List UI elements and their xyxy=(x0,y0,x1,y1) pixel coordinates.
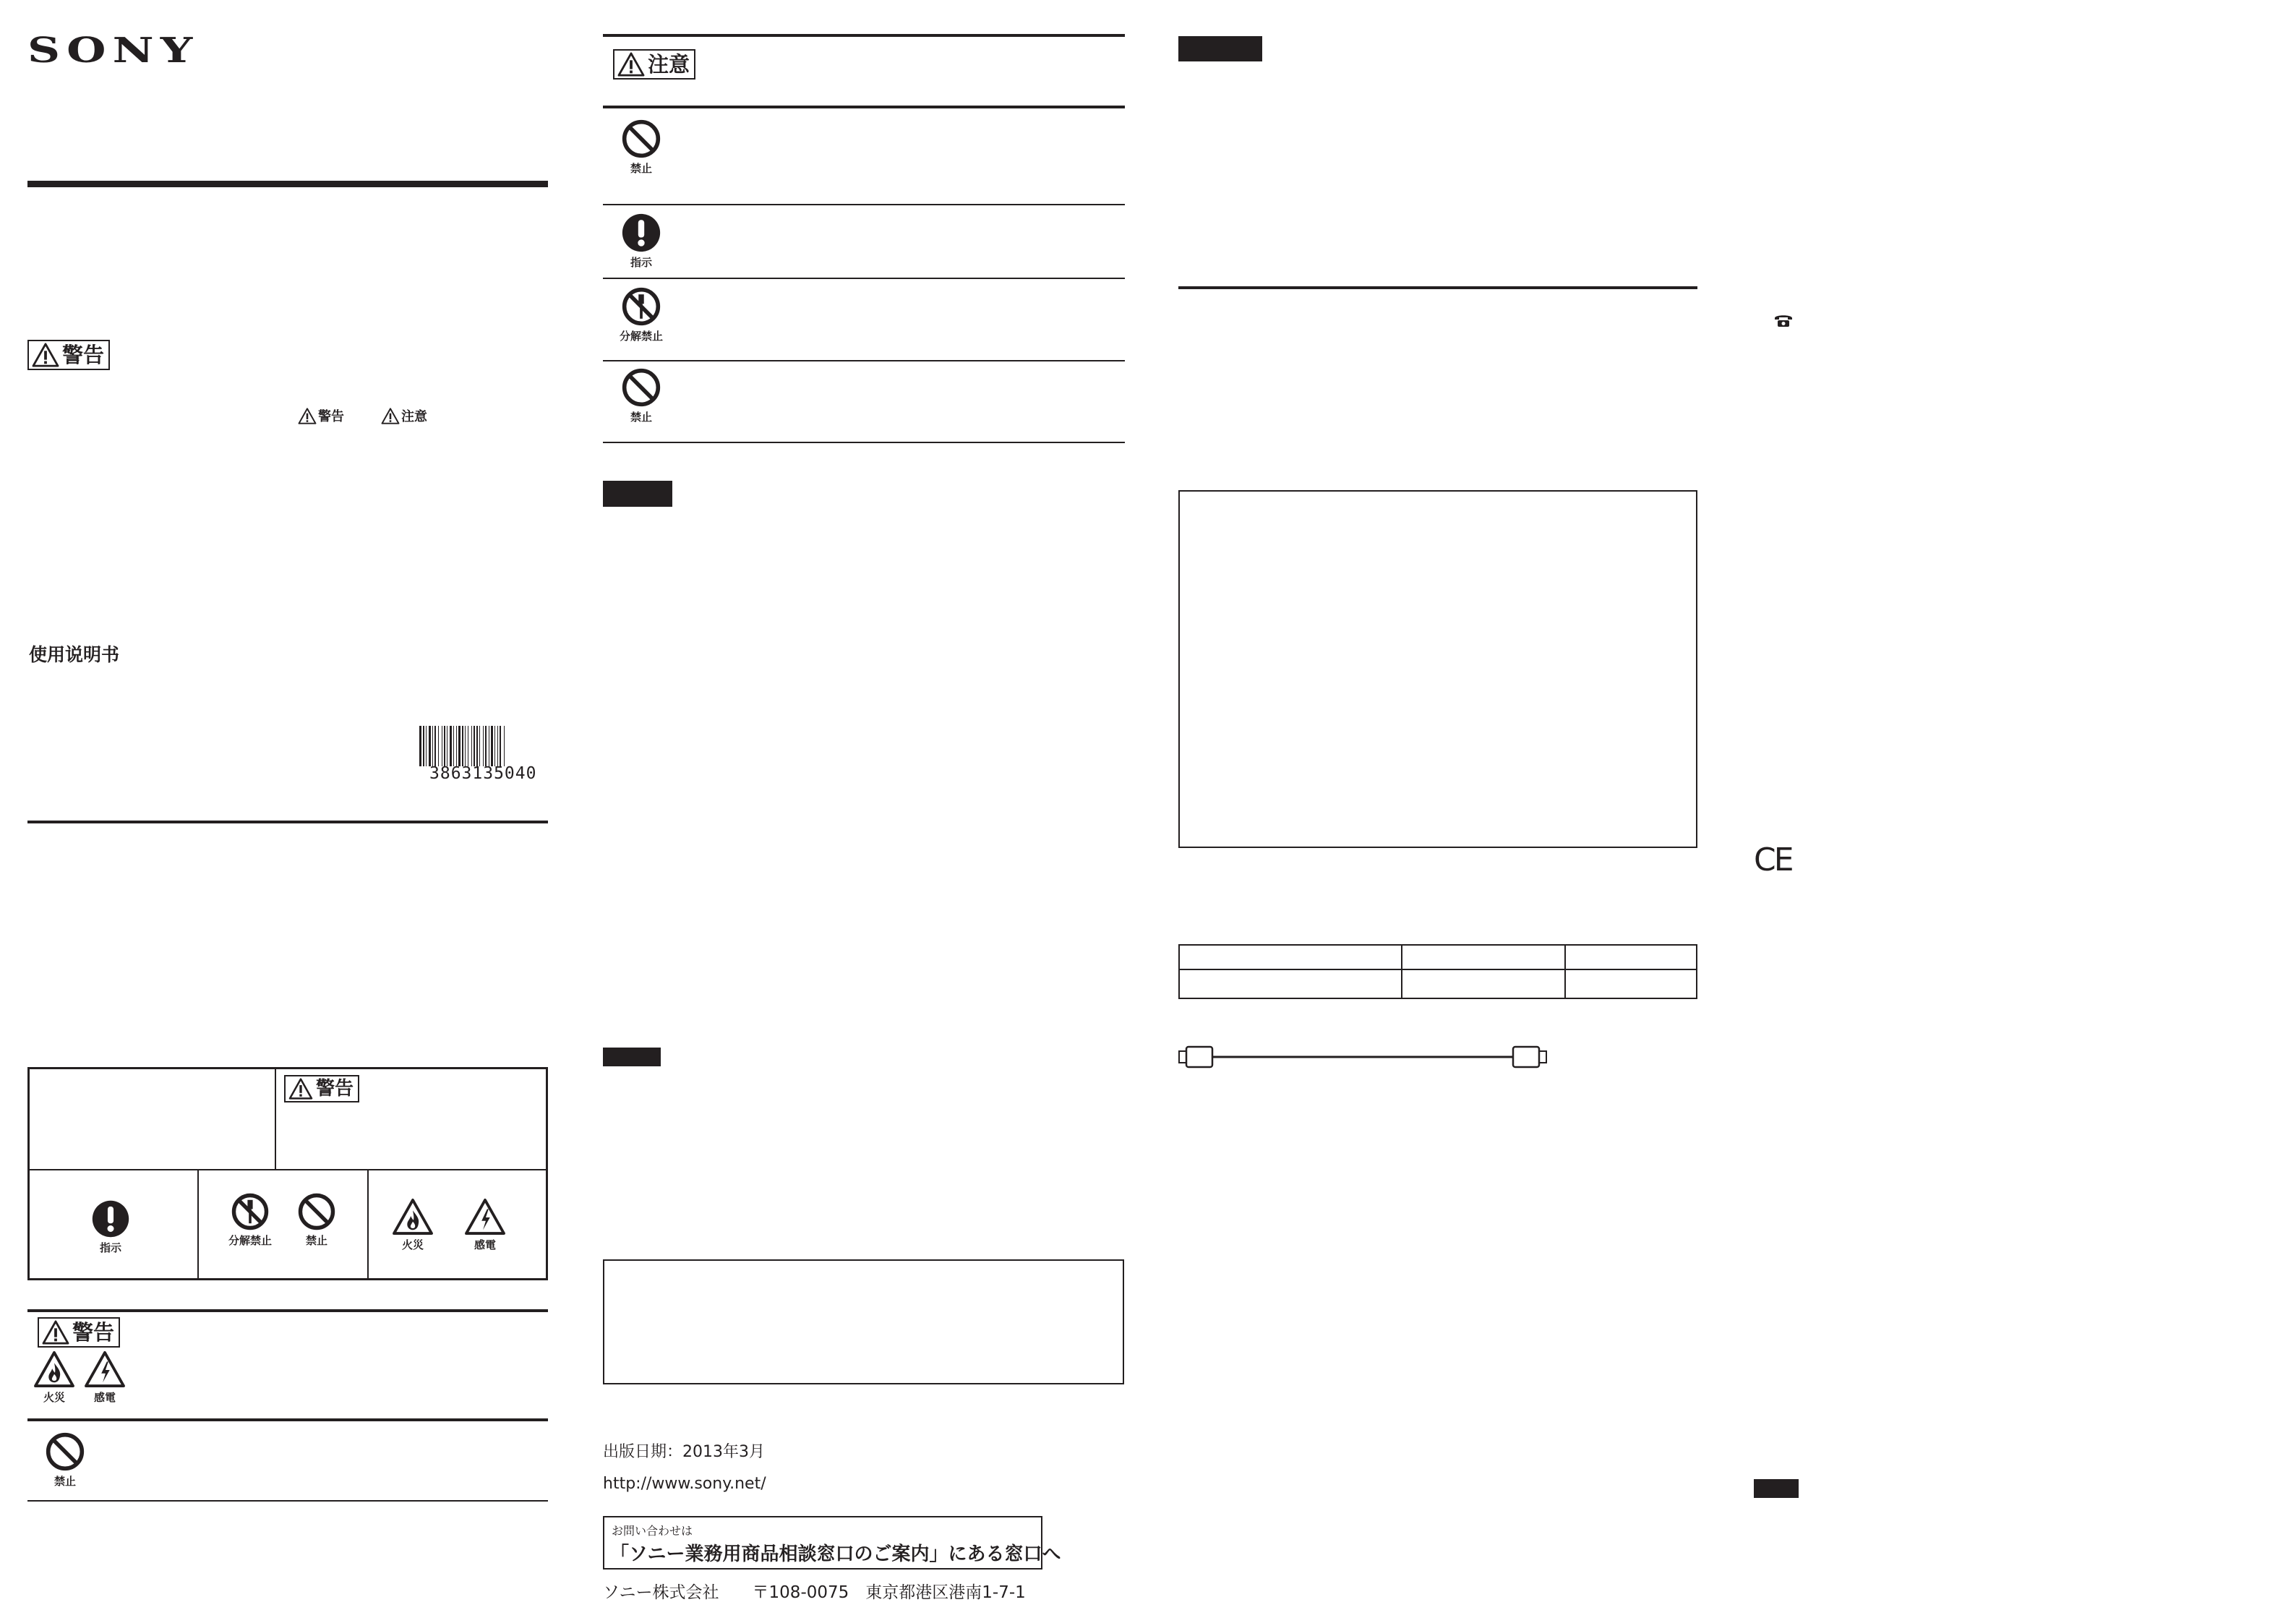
barcode-bar xyxy=(479,726,480,766)
legend-electric-shock: 感電 xyxy=(453,1198,518,1252)
barcode-number: 3863135040 xyxy=(429,764,537,783)
warning-section-label: 警告 xyxy=(38,1317,120,1348)
barcode-bar xyxy=(471,726,472,766)
barcode-bar xyxy=(500,726,501,766)
prohibited-icon xyxy=(297,1192,336,1231)
barcode-bar xyxy=(444,726,445,766)
legend-divider xyxy=(30,1169,546,1170)
sony-url: http://www.sony.net/ xyxy=(603,1475,766,1493)
caution-item-instruction: 指示 xyxy=(609,213,674,270)
caution-divider-3 xyxy=(603,360,1125,361)
barcode-bar xyxy=(483,726,484,766)
mandatory-action-icon xyxy=(621,213,661,253)
barcode-bar xyxy=(497,726,498,766)
legend-warning-label: 警告 xyxy=(284,1075,359,1102)
notice-box xyxy=(603,1259,1124,1384)
sony-logo: SONY xyxy=(27,30,200,71)
barcode-bar xyxy=(432,726,433,766)
company-address: ソニー株式会社 〒108-0075 東京都港区港南1-7-1 xyxy=(603,1583,1026,1602)
barcode-bar xyxy=(504,726,505,766)
barcode-bar xyxy=(476,726,478,766)
caution-divider-1 xyxy=(603,204,1125,205)
caution-divider-4 xyxy=(603,442,1125,443)
legend-fire: 火災 xyxy=(380,1198,445,1252)
symbol-legend-box xyxy=(27,1067,548,1280)
caution-item-prohibited-2: 禁止 xyxy=(609,367,674,424)
warning-triangle-icon xyxy=(288,1078,313,1100)
barcode-bar xyxy=(426,726,427,766)
warning-fire: 火災 xyxy=(22,1350,87,1405)
caution-label: 注意 xyxy=(613,49,695,80)
phone-icon xyxy=(1773,312,1794,328)
contact-small-text: お問い合わせは xyxy=(612,1524,693,1538)
no-disassembly-icon xyxy=(621,286,661,327)
mandatory-action-icon xyxy=(91,1199,130,1238)
barcode-bar xyxy=(438,726,439,766)
barcode-bar xyxy=(462,726,463,766)
warning-electric-shock: 感電 xyxy=(72,1350,137,1405)
barcode-bar xyxy=(429,726,431,766)
no-disassembly-icon xyxy=(231,1192,270,1231)
specifications-box xyxy=(1178,490,1697,848)
caution-triangle-icon xyxy=(381,408,400,424)
caution-item-prohibited-1: 禁止 xyxy=(609,119,674,176)
warning-triangle-icon xyxy=(42,1320,69,1345)
heading-block-3 xyxy=(1178,36,1262,61)
table-row xyxy=(1179,945,1697,969)
fire-hazard-icon xyxy=(392,1198,434,1236)
barcode-bar xyxy=(494,726,495,766)
barcode-bar xyxy=(485,726,487,766)
legend-no-disassembly: 分解禁止 xyxy=(218,1192,283,1248)
legend-divider-v3 xyxy=(367,1169,369,1278)
caution-divider-2 xyxy=(603,278,1125,279)
section-rule-col3 xyxy=(1178,286,1697,289)
caution-item-no-disassembly: 分解禁止 xyxy=(609,286,674,343)
warning-label: 警告 xyxy=(27,340,110,370)
barcode-bar xyxy=(456,726,457,766)
legend-caution: 注意 xyxy=(381,406,427,425)
cable-illustration xyxy=(1175,1041,1565,1073)
contact-box xyxy=(603,1516,1061,1570)
caution-triangle-icon xyxy=(617,52,645,77)
barcode-bar xyxy=(474,726,475,766)
heading-block-1 xyxy=(603,481,672,507)
manual-title-cn: 使用说明书 xyxy=(29,644,120,665)
barcode-bar xyxy=(453,726,454,766)
legend-divider-v2 xyxy=(197,1169,199,1278)
barcode-bar xyxy=(423,726,424,766)
table-row xyxy=(1179,969,1697,998)
barcode-bar xyxy=(434,726,436,766)
publish-date: 出版日期：2013年3月 xyxy=(603,1443,765,1461)
header-rule xyxy=(27,181,548,187)
prohibited-icon xyxy=(45,1431,85,1472)
caution-top-rule xyxy=(603,34,1125,37)
prohibited-icon xyxy=(621,367,661,408)
barcode-bar xyxy=(465,726,466,766)
barcode-bar xyxy=(491,726,493,766)
legend-divider-v1 xyxy=(275,1069,276,1169)
barcode-bar xyxy=(450,726,452,766)
heading-block-2 xyxy=(603,1048,661,1066)
ce-mark: CE xyxy=(1754,842,1792,878)
heading-block-4 xyxy=(1754,1479,1799,1498)
warning-section-rule xyxy=(27,1309,548,1312)
prohibited-item: 禁止 xyxy=(33,1431,98,1489)
barcode-bar xyxy=(458,726,461,766)
prohibited-icon xyxy=(621,119,661,159)
electric-shock-icon xyxy=(464,1198,506,1236)
legend-instruction: 指示 xyxy=(78,1199,143,1255)
fire-hazard-icon xyxy=(33,1350,75,1388)
caution-rule xyxy=(603,106,1125,108)
legend-warning: 警告 xyxy=(298,406,344,425)
warning-triangle-icon xyxy=(32,343,59,367)
barcode xyxy=(419,726,548,766)
spec-table xyxy=(1178,944,1697,999)
legend-prohibited: 禁止 xyxy=(284,1192,349,1248)
barcode-bar xyxy=(419,726,421,766)
warning-triangle-icon xyxy=(298,408,317,424)
electric-shock-icon xyxy=(84,1350,126,1388)
section-rule xyxy=(27,821,548,823)
contact-main-text: 「ソニー業務用商品相談窓口のご案内」にある窓口へ xyxy=(610,1543,1061,1565)
prohibited-section-rule xyxy=(27,1418,548,1421)
bottom-rule-col1 xyxy=(27,1500,548,1502)
